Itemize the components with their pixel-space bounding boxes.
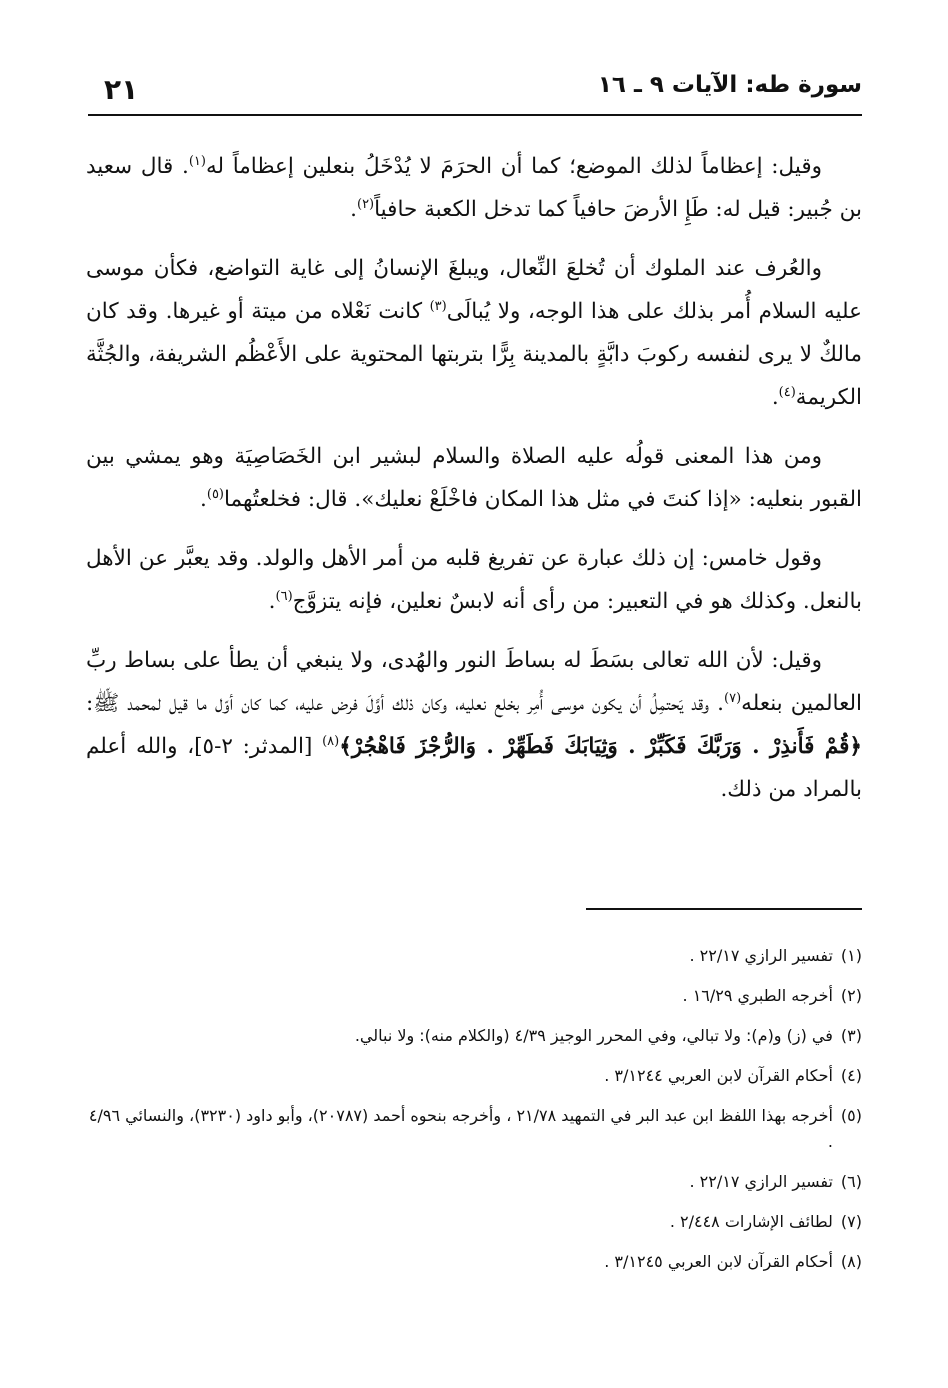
paragraph [86, 537, 862, 623]
footnote [86, 1063, 862, 1089]
footnote [86, 1209, 862, 1235]
footnote [86, 1103, 862, 1155]
footnote [86, 983, 862, 1009]
text-run: . [771, 385, 779, 410]
footnote-ref: (٨) [322, 733, 340, 749]
text-run: وقيل: لأن الله تعالى بسَطَ له بساطَ النور والهُدى، ولا ينبغي أن يطأ على بساط ربِّ العالمين بنعله [86, 648, 863, 716]
footnote-divider [586, 908, 862, 910]
footnote-ref: (١) [188, 153, 206, 169]
footnote-ref: (٢) [356, 196, 375, 212]
header-rule [88, 114, 862, 116]
footnote-number: (٥) [840, 1106, 862, 1125]
text-run: . وقد يَحتمِلُ أن يكون موسى أُمِر بخلع نعليه، وكان ذلك أوَّلَ فرض عليه، كما كان أوّل ما قيل لمحمد ﷺ: [86, 691, 725, 716]
main-text [86, 145, 862, 811]
footnote-text: أحكام القرآن لابن العربي ٣/١٢٤٥ . [604, 1252, 833, 1271]
footnote-text: لطائف الإشارات ٢/٤٤٨ . [669, 1212, 833, 1231]
footnote-number: (٤) [840, 1066, 862, 1085]
footnotes [86, 943, 862, 1289]
footnote-number: (٨) [840, 1252, 862, 1271]
text-run: . [350, 197, 357, 222]
footnote-number: (٢) [840, 986, 862, 1005]
footnote [86, 1023, 862, 1049]
footnote-ref: (٥) [206, 486, 224, 502]
footnote-text: في (ز) و(م): ولا تبالي، وفي المحرر الوجيز ٤/٣٩ (والكلام منه): ولا نبالي. [354, 1026, 833, 1045]
footnote-ref: (٦) [275, 588, 293, 604]
footnote-number: (٧) [840, 1212, 862, 1231]
text-run: وقول خامس: إن ذلك عبارة عن تفريغ قلبه من أمر الأهل والولد. وقد يعبَّر عن الأهل بالنعل. وكذلك هو في التعبير: من رأى أنه لابسٌ نعلين، فإنه يتزوَّج [86, 546, 862, 614]
footnote-text: أحكام القرآن لابن العربي ٣/١٢٤٤ . [604, 1066, 833, 1085]
text-run: والعُرف عند الملوك أن تُخلعَ النِّعال، ويبلغَ الإنسانُ إلى غاية التواضع، فكأن موسى عليه السلام أُمر بذلك على هذا الوجه، ولا يُبالَى [86, 256, 862, 324]
footnote-number: (٣) [840, 1026, 862, 1045]
footnote [86, 943, 862, 969]
text-run: . [200, 487, 207, 512]
footnote [86, 1249, 862, 1275]
page-header [88, 64, 862, 116]
footnote [86, 1169, 862, 1195]
page-number: ٢١ [104, 73, 139, 106]
running-title: سورة طه: الآيات ٩ ـ ١٦ [597, 72, 862, 98]
text-run: وقيل: إعظاماً لذلك الموضع؛ كما أن الحرَمَ لا يُدْخَلُ بنعلين إعظاماً له [205, 154, 822, 179]
text-run: [المدثر: ٢-٥]، والله أعلم بالمراد من ذلك. [86, 734, 862, 802]
paragraph [86, 639, 862, 811]
paragraph [86, 435, 862, 521]
footnote-number: (١) [840, 946, 862, 965]
footnote-text: تفسير الرازي ٢٢/١٧ . [689, 946, 833, 965]
footnote-ref: (٤) [778, 384, 796, 400]
text-run: ومن هذا المعنى قولُه عليه الصلاة والسلام لبشير ابن الخَصَاصِيَة وهو يمشي بين القبور بنعليه: «إذا كنتَ في مثل هذا المكان فاخْلَعْ نعليك». قال: فخلعتُهما [86, 444, 862, 512]
paragraph [86, 145, 862, 231]
footnote-number: (٦) [840, 1172, 862, 1191]
footnote-ref: (٣) [429, 298, 447, 314]
text-run: . قال سعيد بن جُبير: قيل له: طَإِ الأرضَ حافياً كما تدخل الكعبة حافياً [86, 154, 862, 222]
footnote-text: أخرجه بهذا اللفظ ابن عبد البر في التمهيد ٢١/٧٨ ، وأخرجه بنحوه أحمد (٢٠٧٨٧)، وأبو داود (٣٢٣٠)، والنسائي ٤/٩٦ . [88, 1106, 833, 1151]
text-run: كانت نَعْلاه من ميتة أو غيرها. وقد كان مالكٌ لا يرى لنفسه ركوبَ دابَّةٍ بالمدينة بِرًّا بتربتها المحتوية على الأَعْظُم الشريفة، والجُثَّة الكريمة [86, 299, 862, 410]
quran-verse: ﴿قُمْ فَأَنذِرْ . وَرَبَّكَ فَكَبِّرْ . وَثِيَابَكَ فَطَهِّرْ . وَالرُّجْزَ فَاهْجُرْ﴾ [339, 734, 863, 759]
footnote-text: أخرجه الطبري ١٦/٢٩ . [682, 986, 833, 1005]
text-run: . [268, 589, 276, 614]
footnote-ref: (٧) [724, 690, 742, 706]
footnote-text: تفسير الرازي ٢٢/١٧ . [689, 1172, 833, 1191]
paragraph [86, 247, 862, 419]
